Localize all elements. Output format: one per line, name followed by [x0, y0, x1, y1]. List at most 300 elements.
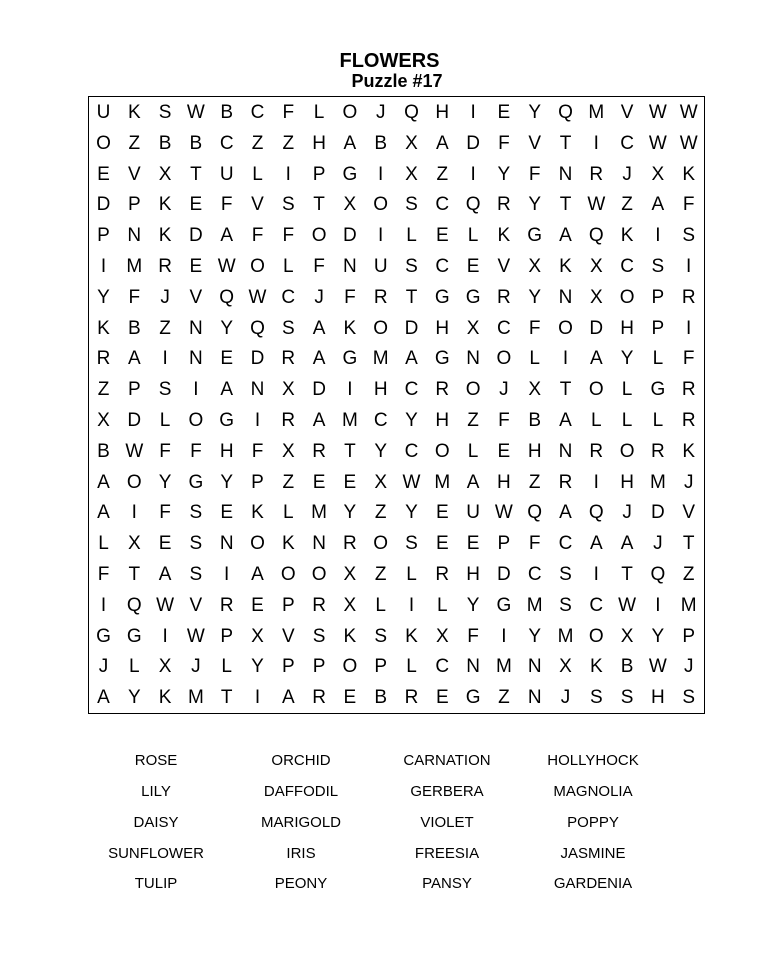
grid-cell[interactable]: D — [250, 348, 265, 370]
grid-cell[interactable]: O — [311, 225, 327, 247]
grid-cell[interactable]: S — [405, 533, 418, 555]
grid-cell[interactable]: D — [497, 564, 511, 585]
grid-cell[interactable]: C — [620, 256, 634, 277]
grid-cell[interactable]: O — [588, 625, 604, 647]
grid-cell[interactable]: E — [497, 102, 511, 123]
grid-cell[interactable]: R — [435, 564, 450, 585]
grid-cell[interactable]: K — [127, 102, 141, 123]
grid-cell[interactable]: K — [620, 225, 634, 247]
grid-cell[interactable]: F — [498, 410, 510, 431]
grid-cell[interactable]: O — [619, 440, 635, 462]
grid-cell[interactable]: N — [250, 379, 265, 401]
grid-cell[interactable]: P — [497, 533, 511, 555]
grid-cell[interactable]: L — [467, 440, 479, 462]
grid-cell[interactable]: N — [558, 163, 573, 185]
grid-cell[interactable]: T — [682, 533, 695, 555]
grid-cell[interactable]: W — [217, 256, 236, 277]
grid-cell[interactable]: R — [158, 256, 172, 277]
grid-cell[interactable]: V — [189, 286, 203, 308]
grid-cell[interactable]: H — [312, 132, 326, 154]
grid-cell[interactable]: D — [312, 379, 326, 401]
grid-cell[interactable]: V — [127, 163, 141, 185]
grid-cell[interactable]: J — [683, 656, 694, 678]
grid-cell[interactable]: C — [250, 102, 265, 123]
grid-cell[interactable]: M — [311, 502, 327, 524]
grid-cell[interactable]: M — [680, 594, 697, 616]
grid-cell[interactable]: N — [558, 286, 573, 308]
grid-cell[interactable]: K — [158, 225, 172, 247]
grid-cell[interactable]: J — [314, 286, 324, 308]
grid-cell[interactable]: H — [620, 317, 634, 339]
grid-cell[interactable]: Z — [97, 379, 110, 401]
grid-cell[interactable]: M — [495, 656, 512, 678]
grid-cell[interactable]: X — [158, 163, 172, 185]
grid-cell[interactable]: Y — [528, 194, 542, 216]
grid-cell[interactable]: X — [405, 132, 418, 154]
grid-cell[interactable]: Z — [282, 471, 295, 493]
grid-cell[interactable]: K — [682, 440, 696, 462]
grid-cell[interactable]: C — [620, 132, 634, 154]
grid-cell[interactable]: X — [528, 256, 542, 277]
grid-cell[interactable]: F — [282, 225, 295, 247]
grid-cell[interactable]: C — [373, 410, 388, 431]
grid-cell[interactable]: G — [465, 286, 481, 308]
grid-cell[interactable]: J — [622, 163, 632, 185]
grid-cell[interactable]: L — [313, 102, 325, 123]
grid-cell[interactable]: I — [378, 225, 384, 247]
grid-cell[interactable]: Y — [343, 502, 357, 524]
grid-cell[interactable]: G — [188, 471, 204, 493]
grid-cell[interactable]: P — [651, 317, 665, 339]
grid-cell[interactable]: O — [126, 471, 142, 493]
grid-cell[interactable]: B — [97, 440, 110, 462]
grid-cell[interactable]: R — [312, 440, 326, 462]
grid-cell[interactable]: Z — [528, 471, 541, 493]
grid-cell[interactable]: I — [285, 163, 291, 185]
grid-cell[interactable]: Y — [127, 687, 141, 709]
grid-cell[interactable]: T — [405, 286, 418, 308]
grid-cell[interactable]: O — [342, 102, 358, 123]
grid-cell[interactable]: C — [435, 194, 450, 216]
grid-cell[interactable]: Q — [404, 102, 419, 123]
grid-cell[interactable]: K — [158, 687, 172, 709]
grid-cell[interactable]: Q — [250, 317, 265, 339]
grid-cell[interactable]: A — [220, 379, 234, 401]
grid-cell[interactable]: G — [219, 410, 235, 431]
grid-cell[interactable]: X — [374, 471, 388, 493]
grid-cell[interactable]: G — [126, 625, 142, 647]
grid-cell[interactable]: X — [281, 379, 295, 401]
grid-cell[interactable]: W — [494, 502, 513, 524]
grid-cell[interactable]: R — [312, 687, 326, 709]
grid-cell[interactable]: R — [435, 379, 450, 401]
grid-cell[interactable]: V — [528, 132, 542, 154]
grid-cell[interactable]: I — [162, 625, 168, 647]
grid-cell[interactable]: U — [219, 163, 234, 185]
grid-cell[interactable]: S — [559, 594, 572, 616]
grid-cell[interactable]: L — [221, 656, 232, 678]
grid-cell[interactable]: P — [374, 656, 388, 678]
grid-cell[interactable]: I — [254, 410, 261, 431]
grid-cell[interactable]: I — [162, 348, 168, 370]
grid-cell[interactable]: E — [343, 687, 357, 709]
grid-cell[interactable]: H — [651, 687, 665, 709]
grid-cell[interactable]: P — [127, 379, 141, 401]
grid-cell[interactable]: X — [528, 379, 542, 401]
grid-cell[interactable]: L — [283, 502, 294, 524]
grid-cell[interactable]: E — [435, 225, 449, 247]
grid-cell[interactable]: L — [406, 656, 417, 678]
grid-cell[interactable]: A — [97, 502, 110, 524]
grid-cell[interactable]: F — [159, 440, 171, 462]
grid-cell[interactable]: L — [652, 348, 664, 370]
grid-cell[interactable]: F — [313, 256, 325, 277]
grid-cell[interactable]: X — [589, 256, 603, 277]
grid-cell[interactable]: J — [375, 102, 386, 123]
grid-cell[interactable]: Z — [159, 317, 171, 339]
grid-cell[interactable]: X — [97, 410, 110, 431]
grid-cell[interactable]: S — [405, 256, 418, 277]
grid-cell[interactable]: G — [434, 286, 450, 308]
grid-cell[interactable]: L — [283, 256, 294, 277]
grid-cell[interactable]: L — [621, 379, 633, 401]
grid-cell[interactable]: I — [470, 163, 476, 185]
grid-cell[interactable]: O — [373, 194, 389, 216]
grid-cell[interactable]: A — [559, 225, 572, 247]
grid-cell[interactable]: Y — [528, 286, 542, 308]
grid-cell[interactable]: C — [404, 440, 419, 462]
grid-cell[interactable]: M — [187, 687, 204, 709]
grid-cell[interactable]: N — [466, 656, 480, 678]
grid-cell[interactable]: L — [621, 410, 633, 431]
grid-cell[interactable]: I — [408, 594, 415, 616]
grid-cell[interactable]: F — [159, 502, 171, 524]
grid-cell[interactable]: R — [681, 286, 696, 308]
grid-cell[interactable]: F — [528, 163, 541, 185]
grid-cell[interactable]: L — [467, 225, 479, 247]
grid-cell[interactable]: A — [651, 194, 665, 216]
grid-cell[interactable]: L — [129, 656, 140, 678]
grid-cell[interactable]: I — [593, 471, 599, 493]
grid-cell[interactable]: F — [251, 225, 264, 247]
grid-cell[interactable]: O — [496, 348, 512, 370]
grid-cell[interactable]: I — [100, 256, 107, 277]
grid-cell[interactable]: S — [189, 502, 203, 524]
grid-cell[interactable]: A — [158, 564, 172, 585]
grid-cell[interactable]: C — [589, 594, 604, 616]
grid-cell[interactable]: W — [648, 102, 667, 123]
grid-cell[interactable]: I — [686, 317, 692, 339]
grid-cell[interactable]: E — [189, 194, 203, 216]
grid-cell[interactable]: Q — [527, 502, 543, 524]
grid-cell[interactable]: Z — [128, 132, 141, 154]
grid-cell[interactable]: F — [528, 533, 541, 555]
grid-cell[interactable]: G — [650, 379, 666, 401]
grid-cell[interactable]: S — [682, 225, 696, 247]
grid-cell[interactable]: O — [250, 533, 265, 555]
grid-cell[interactable]: G — [342, 163, 358, 185]
grid-cell[interactable]: V — [251, 194, 264, 216]
grid-cell[interactable]: K — [682, 163, 696, 185]
grid-cell[interactable]: G — [434, 348, 450, 370]
grid-cell[interactable]: H — [497, 471, 511, 493]
grid-cell[interactable]: P — [312, 656, 326, 678]
grid-cell[interactable]: C — [404, 379, 419, 401]
grid-cell[interactable]: V — [281, 625, 295, 647]
grid-cell[interactable]: O — [619, 286, 635, 308]
grid-cell[interactable]: W — [648, 656, 667, 678]
grid-cell[interactable]: S — [405, 194, 418, 216]
grid-cell[interactable]: I — [593, 132, 599, 154]
grid-cell[interactable]: J — [683, 471, 694, 493]
grid-cell[interactable]: Y — [528, 102, 542, 123]
grid-cell[interactable]: H — [435, 317, 450, 339]
grid-cell[interactable]: N — [219, 533, 234, 555]
grid-cell[interactable]: A — [620, 533, 634, 555]
grid-cell[interactable]: B — [127, 317, 141, 339]
grid-cell[interactable]: H — [620, 471, 634, 493]
grid-cell[interactable]: L — [98, 533, 109, 555]
grid-cell[interactable]: K — [343, 317, 357, 339]
grid-cell[interactable]: R — [681, 410, 696, 431]
grid-cell[interactable]: O — [342, 656, 358, 678]
grid-cell[interactable]: X — [435, 625, 449, 647]
grid-cell[interactable]: P — [682, 625, 696, 647]
grid-cell[interactable]: J — [499, 379, 509, 401]
grid-cell[interactable]: T — [559, 379, 572, 401]
grid-cell[interactable]: A — [127, 348, 141, 370]
grid-cell[interactable]: W — [248, 286, 267, 308]
grid-cell[interactable]: X — [251, 625, 264, 647]
grid-cell[interactable]: L — [529, 348, 540, 370]
grid-cell[interactable]: T — [190, 163, 202, 185]
grid-cell[interactable]: S — [620, 687, 634, 709]
grid-cell[interactable]: A — [312, 317, 326, 339]
grid-cell[interactable]: I — [131, 502, 137, 524]
grid-cell[interactable]: I — [470, 102, 476, 123]
grid-cell[interactable]: P — [281, 656, 295, 678]
grid-cell[interactable]: F — [190, 440, 202, 462]
grid-cell[interactable]: E — [466, 256, 480, 277]
grid-cell[interactable]: L — [159, 410, 171, 431]
grid-cell[interactable]: L — [375, 594, 386, 616]
grid-cell[interactable]: X — [466, 317, 480, 339]
grid-cell[interactable]: N — [527, 656, 542, 678]
grid-cell[interactable]: R — [343, 533, 357, 555]
grid-cell[interactable]: X — [651, 163, 665, 185]
grid-cell[interactable]: T — [128, 564, 141, 585]
grid-cell[interactable]: V — [682, 502, 696, 524]
grid-cell[interactable]: I — [224, 564, 230, 585]
grid-cell[interactable]: K — [589, 656, 603, 678]
grid-cell[interactable]: O — [188, 410, 204, 431]
grid-cell[interactable]: F — [682, 348, 695, 370]
grid-cell[interactable]: H — [435, 102, 450, 123]
grid-cell[interactable]: T — [344, 440, 356, 462]
grid-cell[interactable]: A — [251, 564, 264, 585]
grid-cell[interactable]: H — [435, 410, 450, 431]
grid-cell[interactable]: Z — [251, 132, 264, 154]
grid-cell[interactable]: N — [189, 348, 203, 370]
grid-cell[interactable]: D — [127, 410, 142, 431]
grid-cell[interactable]: Z — [498, 687, 510, 709]
grid-cell[interactable]: M — [341, 410, 358, 431]
grid-cell[interactable]: X — [281, 440, 295, 462]
grid-cell[interactable]: D — [343, 225, 357, 247]
grid-cell[interactable]: Y — [251, 656, 264, 678]
grid-cell[interactable]: A — [343, 132, 357, 154]
grid-cell[interactable]: F — [251, 440, 264, 462]
grid-cell[interactable]: V — [189, 594, 203, 616]
grid-cell[interactable]: M — [526, 594, 543, 616]
grid-cell[interactable]: T — [621, 564, 633, 585]
grid-cell[interactable]: K — [281, 533, 295, 555]
grid-cell[interactable]: J — [191, 656, 201, 678]
grid-cell[interactable]: I — [378, 163, 384, 185]
grid-cell[interactable]: W — [402, 471, 421, 493]
grid-cell[interactable]: K — [343, 625, 357, 647]
grid-cell[interactable]: A — [435, 132, 449, 154]
grid-cell[interactable]: Y — [97, 286, 110, 308]
grid-cell[interactable]: W — [156, 594, 175, 616]
grid-cell[interactable]: C — [281, 286, 296, 308]
grid-cell[interactable]: R — [219, 594, 234, 616]
grid-cell[interactable]: T — [313, 194, 325, 216]
grid-cell[interactable]: G — [527, 225, 543, 247]
grid-cell[interactable]: Q — [588, 225, 604, 247]
grid-cell[interactable]: X — [620, 625, 634, 647]
grid-cell[interactable]: U — [466, 502, 480, 524]
grid-cell[interactable]: I — [686, 256, 692, 277]
grid-cell[interactable]: M — [434, 471, 451, 493]
grid-cell[interactable]: O — [311, 564, 327, 585]
grid-cell[interactable]: E — [251, 594, 264, 616]
grid-cell[interactable]: H — [219, 440, 234, 462]
grid-cell[interactable]: S — [312, 625, 326, 647]
grid-cell[interactable]: J — [160, 286, 170, 308]
grid-cell[interactable]: E — [189, 256, 203, 277]
grid-cell[interactable]: D — [404, 317, 419, 339]
grid-cell[interactable]: J — [622, 502, 632, 524]
grid-cell[interactable]: P — [127, 194, 141, 216]
grid-cell[interactable]: W — [618, 594, 637, 616]
grid-cell[interactable]: E — [343, 471, 357, 493]
grid-cell[interactable]: X — [158, 656, 172, 678]
grid-cell[interactable]: Y — [220, 471, 234, 493]
grid-cell[interactable]: I — [193, 379, 199, 401]
grid-cell[interactable]: N — [189, 317, 203, 339]
grid-cell[interactable]: Y — [220, 317, 234, 339]
grid-cell[interactable]: X — [343, 194, 357, 216]
grid-cell[interactable]: M — [588, 102, 605, 123]
grid-cell[interactable]: S — [158, 102, 172, 123]
grid-cell[interactable]: Y — [158, 471, 172, 493]
grid-cell[interactable]: R — [96, 348, 111, 370]
grid-cell[interactable]: E — [435, 502, 449, 524]
grid-cell[interactable]: Z — [467, 410, 479, 431]
grid-cell[interactable]: R — [497, 286, 511, 308]
grid-cell[interactable]: E — [220, 348, 234, 370]
grid-cell[interactable]: P — [281, 594, 295, 616]
grid-cell[interactable]: P — [312, 163, 326, 185]
grid-cell[interactable]: M — [649, 471, 666, 493]
grid-cell[interactable]: Y — [497, 163, 511, 185]
grid-cell[interactable]: X — [127, 533, 141, 555]
grid-cell[interactable]: Q — [465, 194, 481, 216]
grid-cell[interactable]: F — [682, 194, 695, 216]
grid-cell[interactable]: Q — [558, 102, 573, 123]
grid-cell[interactable]: X — [405, 163, 418, 185]
grid-cell[interactable]: C — [497, 317, 511, 339]
grid-cell[interactable]: A — [281, 687, 295, 709]
grid-cell[interactable]: L — [652, 410, 664, 431]
grid-cell[interactable]: E — [220, 502, 234, 524]
grid-cell[interactable]: W — [648, 132, 667, 154]
grid-cell[interactable]: O — [588, 379, 604, 401]
grid-cell[interactable]: R — [312, 594, 326, 616]
grid-cell[interactable]: Z — [282, 132, 295, 154]
grid-cell[interactable]: B — [374, 687, 388, 709]
grid-cell[interactable]: A — [466, 471, 480, 493]
grid-cell[interactable]: A — [97, 687, 110, 709]
grid-cell[interactable]: N — [343, 256, 357, 277]
grid-cell[interactable]: A — [312, 348, 326, 370]
grid-cell[interactable]: X — [343, 564, 357, 585]
grid-cell[interactable]: K — [158, 194, 172, 216]
grid-cell[interactable]: E — [158, 533, 172, 555]
grid-cell[interactable]: R — [589, 163, 604, 185]
grid-cell[interactable]: K — [251, 502, 264, 524]
grid-cell[interactable]: S — [189, 533, 203, 555]
grid-cell[interactable]: D — [189, 225, 203, 247]
grid-cell[interactable]: S — [559, 564, 572, 585]
grid-cell[interactable]: S — [189, 564, 203, 585]
grid-cell[interactable]: Q — [650, 564, 666, 585]
grid-cell[interactable]: Z — [621, 194, 633, 216]
grid-cell[interactable]: A — [589, 533, 603, 555]
grid-cell[interactable]: R — [651, 440, 665, 462]
grid-cell[interactable]: C — [527, 564, 542, 585]
grid-cell[interactable]: F — [528, 317, 541, 339]
grid-cell[interactable]: Y — [528, 625, 542, 647]
grid-cell[interactable]: R — [373, 286, 388, 308]
grid-cell[interactable]: K — [405, 625, 418, 647]
grid-cell[interactable]: E — [466, 533, 480, 555]
grid-cell[interactable]: O — [373, 317, 389, 339]
grid-cell[interactable]: F — [344, 286, 356, 308]
grid-cell[interactable]: J — [98, 656, 109, 678]
grid-cell[interactable]: G — [96, 625, 111, 647]
grid-cell[interactable]: O — [96, 132, 111, 154]
grid-cell[interactable]: Y — [405, 410, 418, 431]
grid-cell[interactable]: I — [593, 564, 599, 585]
grid-cell[interactable]: F — [282, 102, 295, 123]
grid-cell[interactable]: O — [558, 317, 573, 339]
grid-cell[interactable]: Y — [466, 594, 480, 616]
grid-cell[interactable]: E — [97, 163, 110, 185]
grid-cell[interactable]: W — [125, 440, 144, 462]
grid-cell[interactable]: A — [405, 348, 418, 370]
grid-cell[interactable]: F — [467, 625, 479, 647]
grid-cell[interactable]: T — [220, 687, 233, 709]
grid-cell[interactable]: E — [435, 533, 449, 555]
grid-cell[interactable]: S — [682, 687, 696, 709]
grid-cell[interactable]: L — [406, 225, 417, 247]
grid-cell[interactable]: N — [466, 348, 480, 370]
grid-cell[interactable]: G — [465, 687, 481, 709]
grid-cell[interactable]: Y — [405, 502, 418, 524]
grid-cell[interactable]: N — [527, 687, 542, 709]
